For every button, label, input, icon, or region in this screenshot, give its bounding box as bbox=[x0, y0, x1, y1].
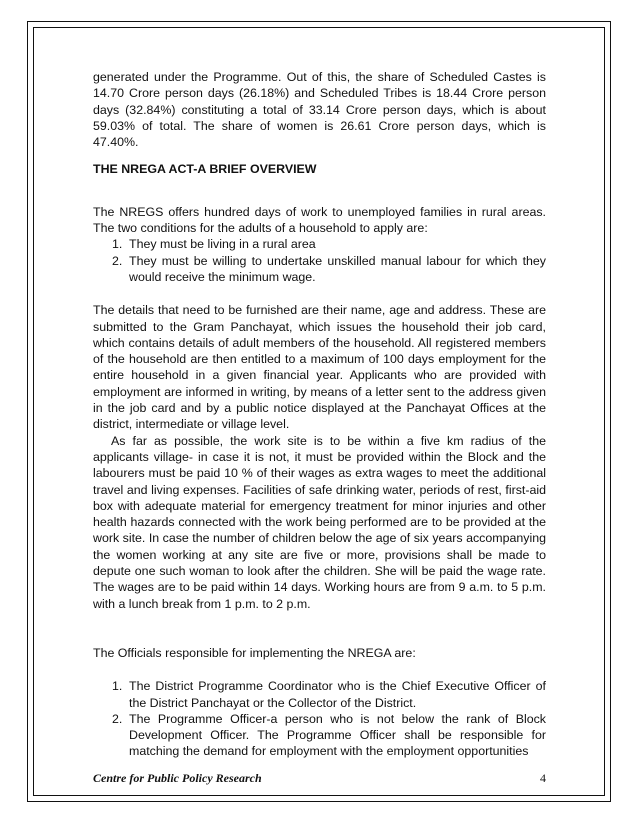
list-text: The Programme Officer-a person who is not below the rank of Block Development Officer. The Programme Officer shall be responsible for matching the demand for employment with the employment opportunities bbox=[129, 711, 546, 759]
worksite-paragraph: As far as possible, the work site is to be within a five km radius of the applicants village- in case it is not, it must be provided within the Block and the labourers must be paid 10 % of their wages as extra wages to meet the additional travel and living expenses. Facilities of safe drinking water, periods of rest, first-aid box with adequate material for emergency treatment for minor injuries and other health hazards connected with the work being performed are to be provided at the work site. In case the number of children below the age of six years accompanying the women working at any site are five or more, provisions shall be made to depute one such woman to look after the children. She will be paid the wage rate. The wages are to be paid within 14 days. Working hours are from 9 a.m. to 5 p.m. with a lunch break from 1 p.m. to 2 p.m. bbox=[93, 433, 546, 611]
list-item bbox=[93, 236, 546, 252]
page-number: 4 bbox=[540, 771, 546, 785]
list-text: The District Programme Coordinator who is the Chief Executive Officer of the District Panchayat or the Collector of the District. bbox=[129, 679, 546, 710]
officials-list bbox=[93, 678, 546, 759]
list-number: 2. bbox=[112, 711, 123, 726]
list-number: 2. bbox=[112, 253, 123, 268]
section-heading: THE NREGA ACT-A BRIEF OVERVIEW bbox=[93, 162, 317, 177]
list-item bbox=[93, 253, 546, 286]
conditions-list bbox=[93, 236, 546, 285]
list-item bbox=[93, 711, 546, 760]
list-text: They must be willing to undertake unskilled manual labour for which they would receive the minimum wage. bbox=[129, 253, 546, 284]
footer-source: Centre for Public Policy Research bbox=[93, 771, 262, 785]
list-number: 1. bbox=[112, 237, 123, 252]
officials-paragraph: The Officials responsible for implementing the NREGA are: bbox=[93, 645, 416, 660]
page-footer bbox=[93, 771, 546, 786]
intro-paragraph: generated under the Programme. Out of this, the share of Scheduled Castes is 14.70 Crore person days (26.18%) and Scheduled Tribes is 18.44 Crore person days (32.84%) constituting a total of 33.14 Crore person days, which is about 59.03% of total. The share of women is 26.61 Crore person days, which is 47.40%. bbox=[93, 70, 546, 150]
list-text: They must be living in a rural area bbox=[129, 237, 316, 252]
page-body bbox=[93, 69, 546, 760]
list-number: 1. bbox=[112, 679, 123, 694]
details-paragraph: The details that need to be furnished are their name, age and address. These are submitted to the Gram Panchayat, which issues the household their job card, which contains details of adult members of the household. All registered members of the household are then entitled to a maximum of 100 days employment for the entire household in a given financial year. Applicants who are provided with employment are informed in writing, by means of a letter sent to the address given in the job card and by a public notice displayed at the Panchayat Offices at the district, intermediate or village level. bbox=[93, 303, 546, 432]
overview-paragraph: The NREGS offers hundred days of work to unemployed families in rural areas. The two conditions for the adults of a household to apply are: bbox=[93, 204, 546, 236]
list-item bbox=[93, 678, 546, 711]
